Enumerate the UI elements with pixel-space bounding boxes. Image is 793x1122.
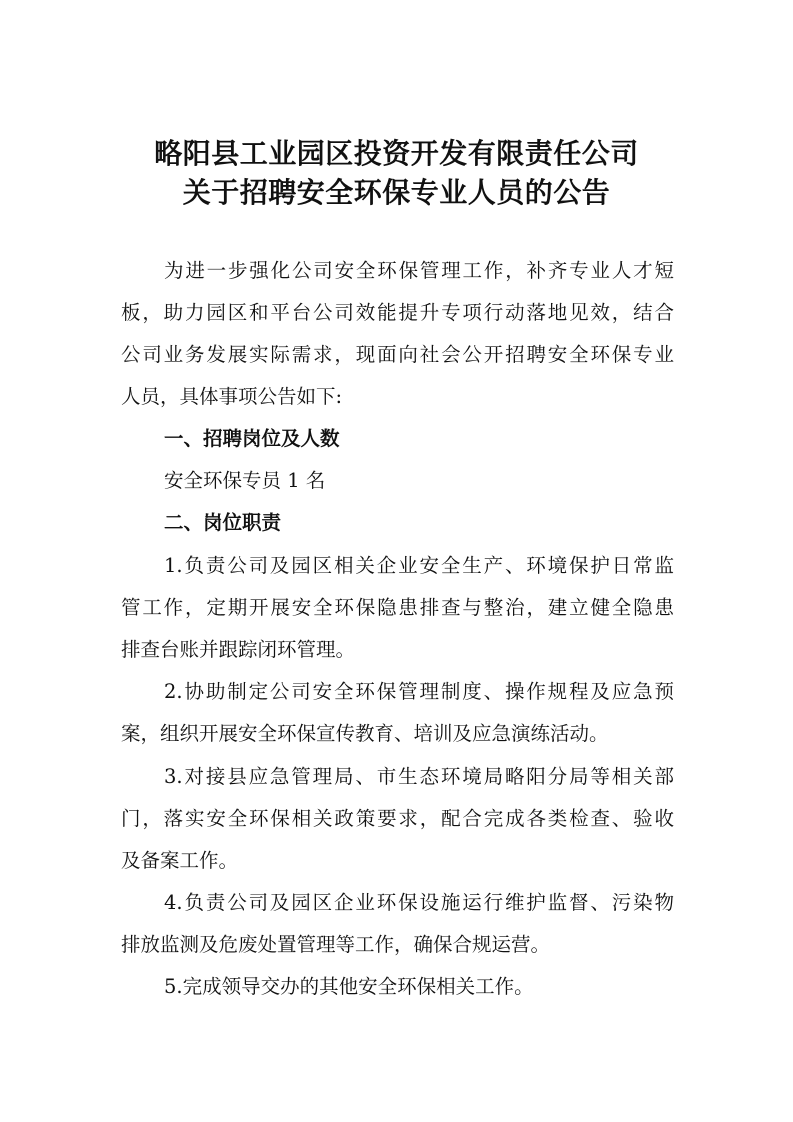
duty-item-3-line-1: 3.对接县应急管理局、市生态环境局略阳分局等相关部 [164, 765, 674, 788]
duty-item-4-line-1: 4.负责公司及园区企业环保设施运行维护监督、污染物 [164, 891, 674, 914]
intro-line-4: 人员，具体事项公告如下: [121, 385, 343, 408]
duty-item-3-line-2: 门，落实安全环保相关政策要求，配合完成各类检查、验收 [121, 807, 674, 830]
document-title-line-2: 关于招聘安全环保专业人员的公告 [182, 176, 611, 209]
section2-heading: 二、岗位职责 [164, 511, 282, 534]
section1-heading: 一、招聘岗位及人数 [164, 427, 340, 450]
section1-content: 安全环保专员 1 名 [164, 469, 326, 492]
duty-item-1-line-3: 排查台账并跟踪闭环管理。 [121, 638, 356, 661]
duty-item-2-line-1: 2.协助制定公司安全环保管理制度、操作规程及应急预 [164, 680, 674, 703]
duty-item-3-line-3: 及备案工作。 [121, 849, 239, 872]
duty-item-2-line-2: 案，组织开展安全环保宣传教育、培训及应急演练活动。 [121, 722, 609, 745]
document-title-line-1: 略阳县工业园区投资开发有限责任公司 [154, 137, 639, 170]
intro-line-2: 板，助力园区和平台公司效能提升专项行动落地见效，结合 [121, 301, 674, 324]
duty-item-5-line-1: 5.完成领导交办的其他安全环保相关工作。 [164, 975, 534, 998]
intro-line-3: 公司业务发展实际需求，现面向社会公开招聘安全环保专业 [121, 343, 674, 366]
intro-line-1: 为进一步强化公司安全环保管理工作，补齐专业人才短 [164, 259, 674, 282]
duty-item-1-line-2: 管工作，定期开展安全环保隐患排查与整治，建立健全隐患 [121, 596, 674, 619]
duty-item-1-line-1: 1.负责公司及园区相关企业安全生产、环境保护日常监 [164, 554, 674, 577]
duty-item-4-line-2: 排放监测及危废处置管理等工作，确保合规运营。 [121, 933, 551, 956]
